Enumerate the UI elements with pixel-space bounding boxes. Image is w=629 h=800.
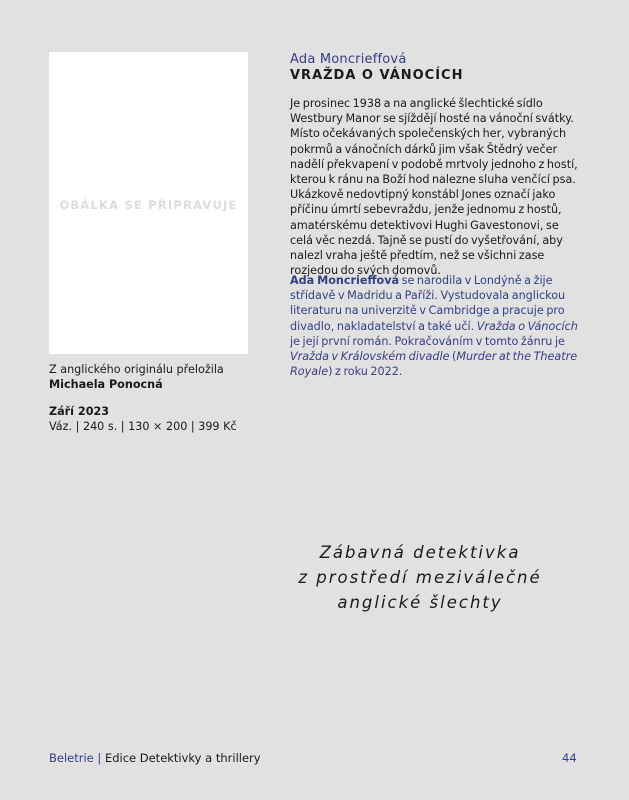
release-info (49, 404, 237, 434)
book-author: Ada Moncrieffová (290, 52, 407, 67)
translator-name: Michaela Ponocná (49, 378, 163, 391)
bio-text-4: ) z roku 2022. (328, 365, 403, 379)
release-date: Září 2023 (49, 405, 110, 418)
footer-section: Beletrie (49, 751, 94, 765)
bio-title-1: Vražda o Vánocích (476, 319, 578, 333)
bio-text-3: ( (449, 350, 457, 364)
footer-series: Edice Detektivky a thrillery (104, 751, 261, 765)
book-cover-placeholder (49, 52, 248, 354)
bio-text-1: se narodila v Londýně a žije střídavě v Madridu a Paříži. Vystudovala anglickou literaturu na univerzitě v Cambridge a pracuje pro divadlo, nakladatelství a také učí. (290, 274, 566, 333)
translator-label: Z anglického originálu přeložila (49, 363, 224, 376)
bio-title-2: Vražda v Královském divadle (290, 350, 450, 364)
bio-text-2: je její první román. Pokračováním v tomto žánru je (290, 334, 565, 348)
translator-info (49, 362, 224, 392)
page-number: 44 (562, 751, 577, 765)
tagline-line-3: anglické šlechty (337, 593, 503, 612)
cover-placeholder-text: OBÁLKA SE PŘIPRAVUJE (59, 197, 238, 212)
bio-author-name: Ada Moncrieffová (290, 274, 400, 287)
book-title: VRAŽDA O VÁNOCÍCH (290, 68, 464, 83)
book-details: Váz. | 240 s. | 130 × 200 | 399 Kč (49, 420, 237, 433)
book-annotation: Je prosinec 1938 a na anglické šlechtické sídlo Westbury Manor se sjíždějí hosté na vánoční svátky. Místo očekávaných společenských her, vybraných pokrmů a vánočních dárků jim však Štědrý večer nadělí překvapení v podobě mrtvoly jednoho z hostí, kterou k ránu na Boží hod nalezne sluha venčící psa. Ukázkově nedovtipný konstábl Jones označí jako příčinu úmrtí sebevraždu, jenže jednomu z hostů, amatérskému detektivovi Hughi Gavestonovi, se celá věc nezdá. Tajně se pustí do vyšetřování, aby nalezl vraha ještě předtím, než se všichni zase rozjedou do svých domovů. (290, 97, 578, 278)
tagline-line-1: Zábavná detektivka (319, 543, 521, 562)
footer-separator: | (97, 751, 102, 765)
tagline-quote (290, 540, 550, 615)
bio-title-3: Murder at the Theatre Royale (290, 350, 578, 379)
page-footer (49, 751, 261, 765)
author-bio (290, 273, 578, 379)
tagline-line-2: z prostředí meziválečné (298, 568, 542, 587)
